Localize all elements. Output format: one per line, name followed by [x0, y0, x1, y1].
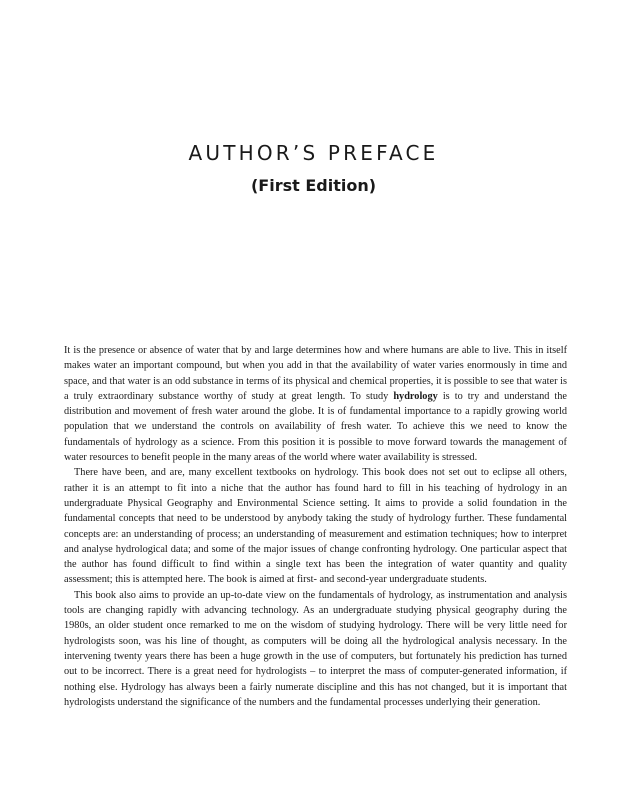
- preface-subtitle: (First Edition): [250, 176, 377, 195]
- paragraph-2: There have been, and are, many excellent textbooks on hydrology. This book does not set out to eclipse all others, rather it is an attempt to fit into a niche that the author has found hard to fill in his teaching of hydrology in an undergraduate Physical Geography and Environmental Science setting. It aims to provide a solid foundation in the fundamental concepts that need to be understood by anybody taking the study of hydrology further. These fundamental concepts are: an understanding of process; an understanding of measurement and estimation techniques; how to interpret and analyse hydrological data; and some of the major issues of change confronting hydrology. One particular aspect that the author has found difficult to find within a single text has been the integration of water quantity and quality assessment; this is attempted here. The book is aimed at first- and second-year undergraduate students.: [64, 467, 567, 586]
- paragraph-3: This book also aims to provide an up-to-date view on the fundamentals of hydrology, as instrumentation and analysis tools are changing rapidly with advancing technology. As an undergraduate studying physical geography during the 1980s, an older student once remarked to me on the wisdom of studying hydrology. There will be very little need for hydrologists soon, was his line of thought, as computers will be doing all the hydrological analysis necessary. In the intervening twenty years there has been a huge growth in the use of computers, but fortunately his prediction has turned out to be incorrect. There is a great need for hydrologists – to interpret the mass of computer-generated information, if nothing else. Hydrology has always been a fairly numerate discipline and this has not changed, but it is important that hydrologists understand the significance of the numbers and the fundamental processes underlying their generation.: [64, 589, 567, 708]
- paragraph-1: [64, 343, 567, 465]
- paragraph-1-text-end: is to try and understand the distribution and movement of fresh water around the globe. It is of fundamental importance to a rapidly growing world population that we understand the controls on availability of fresh water. To achieve this we need to know the fundamentals of hydrology as a science. From this position it is possible to move forward towards the management of water resources to benefit people in the many areas of the world where water availability is stressed.: [64, 390, 567, 464]
- keyword-hydrology: hydrology: [393, 390, 438, 402]
- preface-title: AUTHOR’S PREFACE: [188, 141, 439, 165]
- preface-body: [64, 343, 567, 710]
- paragraph-1-text-start: It is the presence or absence of water that by and large determines how and where humans are able to live. This in itself makes water an important compound, but when you add in that the availability of water varies enormously in time and space, and that water is an odd substance in terms of its physical and chemical properties, it is possible to see that water is a truly extraordinary substance worthy of study at great length. To study: [64, 345, 567, 402]
